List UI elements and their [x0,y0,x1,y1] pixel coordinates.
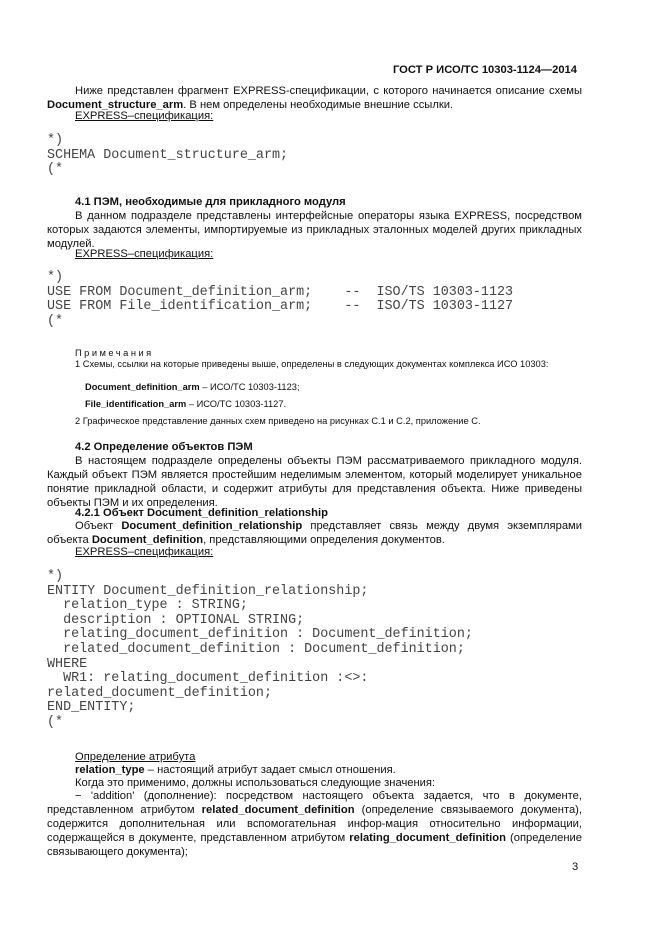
attribute-name: related_document_definition [201,804,355,816]
attribute-description: – настоящий атрибут задает смысл отношения. [144,764,396,776]
text: − 'addition' (дополнение): посредством настоящего объекта задается, что в документе, представленном атрибутом [47,790,582,816]
ref-standard: – ИСО/ТС 10303-1127. [186,399,287,409]
code-block-schema: *) SCHEMA Document_structure_arm; (* [47,133,289,178]
code-block-entity: *) ENTITY Document_definition_relationship; relation_type : STRING; description : OPTIONAL STRING; relating_document_definition : Document_definition; related_document_definition : Document_definition; WHERE WR1: relating_document_definition :<>: related_document_definition; END_ENTITY; (* [47,569,473,730]
section-4-2-paragraph: В настоящем подразделе определены объекты ПЭМ рассматриваемого прикладного модуля. Каждый объект ПЭМ является простейшим неделимым элементом, который моделирует уникальное понятие прикладной области, и содержит атрибуты для представления объекта. Ниже приведены объекты ПЭМ и их определения. [47,455,582,509]
ref-standard: – ИСО/ТС 10303-1123; [199,382,300,392]
text: Объект [75,520,122,532]
value-addition-item [47,789,582,859]
entity-name: Document_definition [91,534,204,546]
intro-paragraph [47,84,582,112]
note-ref-2 [85,398,286,410]
section-heading-4-2-1: 4.2.1 Объект Document_definition_relationship [75,507,328,519]
intro-text: Ниже представлен фрагмент EXPRESS-спецификации, с которого начинается описание схемы [75,85,582,97]
notes-title: Примечания [75,348,154,358]
note-ref-1 [85,381,300,393]
intro-text-end: . В нем определены необходимые внешние ссылки. [183,99,454,111]
page-number: 3 [572,861,579,873]
attribute-definition-title: Определение атрибута [75,751,196,763]
schema-name: Document_structure_arm [47,99,184,111]
section-heading-4-1: 4.1 ПЭМ, необходимые для прикладного модуля [75,196,346,208]
entity-name: Document_definition_relationship [121,520,303,532]
text: (определение связывающего документа); [47,832,582,858]
express-spec-label: EXPRESS–спецификация: [75,546,214,558]
section-4-1-paragraph: В данном подразделе представлены интерфейсные операторы языка EXPRESS, посредством которых задаются элементы, импортируемые из прикладных эталонных моделей других прикладных модулей. [47,210,582,250]
attribute-name: relation_type [75,764,145,776]
text: (определение связываемого документа), содержится дополнительная или вспомогательная инфор-мация относительно информации, содержащейся в документе, представленном атрибутом [47,804,583,844]
ref-schema-name: Document_definition_arm [85,382,200,392]
code-block-use-from: *) USE FROM Document_definition_arm; -- ISO/TS 10303-1123 USE FROM File_identification_arm; -- ISO/TS 10303-1127 (* [47,270,514,329]
section-heading-4-2: 4.2 Определение объектов ПЭМ [75,441,253,453]
express-spec-label: EXPRESS–спецификация: [75,110,214,122]
ref-schema-name: File_identification_arm [85,399,187,409]
attribute-relation-type [75,763,396,777]
text: представляет связь между двумя экземплярами объекта [47,520,582,546]
section-4-2-1-paragraph [47,519,582,547]
express-spec-label: EXPRESS–спецификация: [75,248,214,260]
document-id: ГОСТ Р ИСО/ТС 10303-1124—2014 [392,64,577,76]
attribute-name: relating_document_definition [349,832,506,844]
values-intro: Когда это применимо, должны использоваться следующие значения: [75,777,436,789]
text: , представляющими определения документов. [203,534,445,546]
note-2: 2 Графическое представление данных схем приведено на рисунках С.1 и С.2, приложение С. [75,416,481,426]
note-1: 1 Схемы, ссылки на которые приведены выше, определены в следующих документах комплекса ИСО 10303: [75,359,549,369]
